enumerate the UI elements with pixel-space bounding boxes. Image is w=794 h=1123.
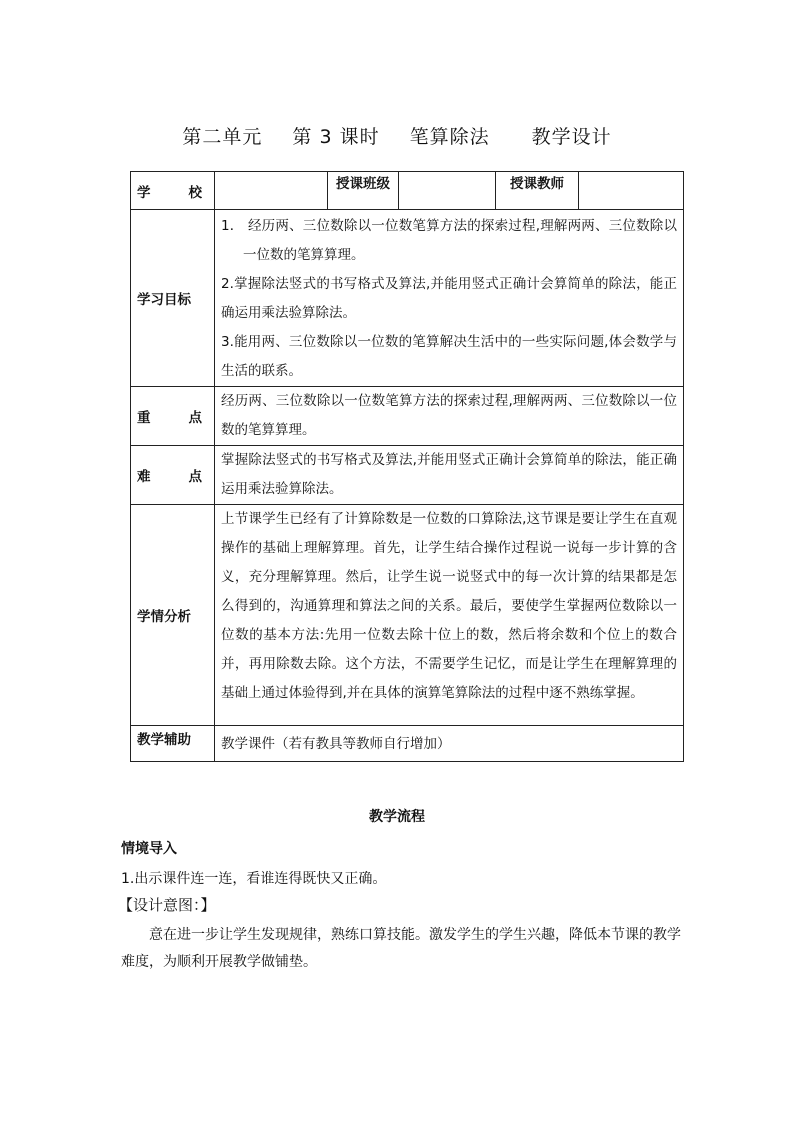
flow-title: 教学流程 [369, 809, 425, 825]
lesson-plan-table [130, 171, 684, 762]
analysis-row [131, 505, 684, 726]
difficult-point-text: 掌握除法竖式的书写格式及算法,并能用竖式正确计会算简单的除法，能正确运用乘法验算除法。 [215, 446, 684, 505]
objective-item-3: 3.能用两、三位数除以一位数的笔算解决生活中的一些实际问题,体会数学与生活的联系。 [221, 334, 677, 379]
school-label: 学 校 [131, 172, 215, 210]
title-lesson: 第 3 课时 [292, 126, 380, 148]
objective-item-1: 1． 经历两、三位数除以一位数笔算方法的探索过程,理解两两、三位数除以一位数的笔算算理。 [221, 218, 677, 263]
aids-text: 教学课件（若有教具等教师自行增加） [215, 726, 684, 762]
title-doc: 教学设计 [531, 126, 612, 148]
design-intent-text: 意在进一步让学生发现规律，熟练口算技能。激发学生的学生兴趣，降低本节课的教学难度，为顺利开展教学做铺垫。 [121, 927, 681, 970]
class-label: 授课班级 [328, 172, 399, 210]
objectives-label: 学习目标 [131, 210, 215, 387]
objectives-content [215, 210, 684, 387]
teacher-label: 授课教师 [496, 172, 579, 210]
key-point-label: 重 点 [131, 387, 215, 446]
key-point-text: 经历两、三位数除以一位数笔算方法的探索过程,理解两两、三位数除以一位数的笔算算理。 [215, 387, 684, 446]
analysis-text: 上节课学生已经有了计算除数是一位数的口算除法,这节课是要让学生在直观操作的基础上理解算理。首先，让学生结合操作过程说一说每一步计算的含义，充分理解算理。然后，让学生说一说竖式中的每一次计算的结果都是怎么得到的，沟通算理和算法之间的关系。最后，要使学生掌握两位数除以一位数的基本方法:先用一位数去除十位上的数，然后将余数和个位上的数合并，再用除数去除。这个方法，不需要学生记忆，而是让学生在理解算理的基础上通过体验得到,并在具体的演算笔算除法的过程中逐不熟练掌握。 [215, 505, 684, 726]
school-value [215, 172, 328, 210]
analysis-label: 学情分析 [131, 505, 215, 726]
difficult-point-row [131, 446, 684, 505]
title-topic: 笔算除法 [409, 126, 490, 148]
key-point-row [131, 387, 684, 446]
school-row [131, 172, 684, 210]
objective-item-2: 2.掌握除法竖式的书写格式及算法,并能用竖式正确计会算简单的除法，能正确运用乘法验算除法。 [221, 276, 677, 321]
difficult-point-label: 难 点 [131, 446, 215, 505]
objectives-row [131, 210, 684, 387]
class-value [399, 172, 496, 210]
section-heading: 情境导入 [121, 841, 177, 857]
step-1-text: 1.出示课件连一连，看谁连得既快又正确。 [121, 871, 387, 887]
page-title [0, 122, 794, 149]
teacher-value [579, 172, 684, 210]
aids-row [131, 726, 684, 762]
title-unit: 第二单元 [182, 126, 263, 148]
design-intent-label: 【设计意图：】 [118, 896, 216, 914]
aids-label: 教学辅助 [131, 726, 215, 762]
